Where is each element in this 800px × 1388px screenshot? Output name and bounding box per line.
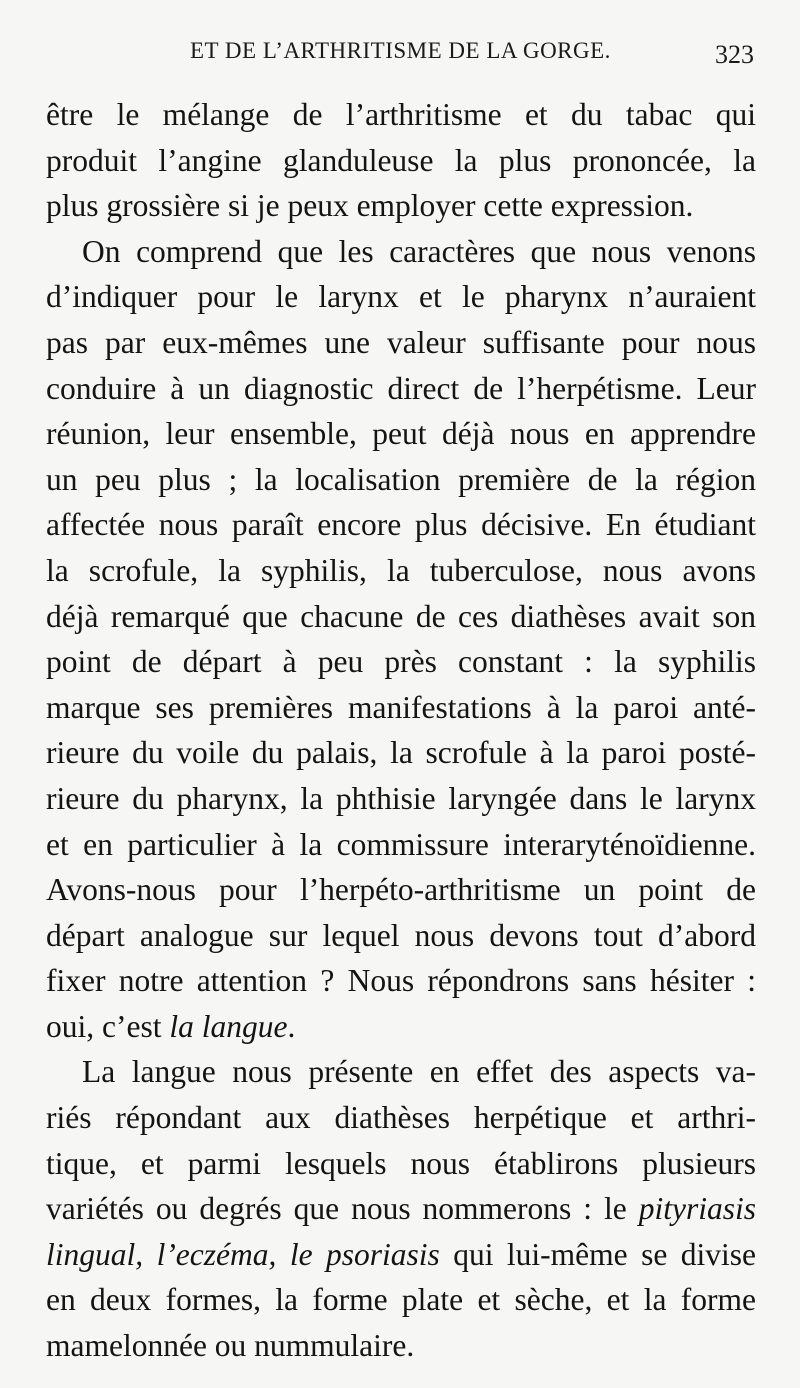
text-line: On comprend que les caractères que nous venons bbox=[82, 233, 756, 269]
text-line: pas par eux-mêmes une valeur suffisante pour nous bbox=[46, 324, 756, 360]
text-line: tique, et parmi lesquels nous établirons plusieurs bbox=[46, 1145, 756, 1181]
text-line: et en particulier à la commissure interaryténoïdienne. bbox=[46, 826, 756, 862]
text-line: un peu plus ; la localisation première de la région bbox=[46, 461, 756, 497]
text-line: réunion, leur ensemble, peut déjà nous en apprendre bbox=[46, 416, 756, 452]
text-line: conduire à un diagnostic direct de l’herpétisme. Leur bbox=[46, 370, 756, 406]
text-run: . bbox=[287, 1008, 296, 1044]
page-number: 323 bbox=[715, 40, 754, 69]
text-line: en deux formes, la forme plate et sèche, et la forme bbox=[46, 1282, 756, 1318]
italic-term: lingual, l’eczéma, le psoriasis bbox=[46, 1236, 440, 1272]
paragraph-2 bbox=[46, 229, 756, 1050]
paragraph-3 bbox=[46, 1049, 756, 1368]
text-line bbox=[46, 1004, 756, 1050]
text-line: rieure du voile du palais, la scrofule à la paroi posté- bbox=[46, 735, 756, 771]
text-line: rieure du pharynx, la phthisie laryngée dans le larynx bbox=[46, 780, 756, 816]
text-run: oui, c’est bbox=[46, 1008, 170, 1044]
text-line: point de départ à peu près constant : la syphilis bbox=[46, 644, 756, 680]
italic-term: pityriasis bbox=[638, 1191, 756, 1227]
text-line: plus grossière si je peux employer cette expression. bbox=[46, 188, 694, 224]
text-line: Avons-nous pour l’herpéto-arthritisme un point de bbox=[46, 872, 756, 908]
text-line: marque ses premières manifestations à la paroi anté- bbox=[46, 689, 756, 725]
text-line: produit l’angine glanduleuse la plus prononcée, la bbox=[46, 142, 756, 178]
text-line: fixer notre attention ? Nous répondrons sans hésiter : bbox=[46, 963, 756, 999]
text-line bbox=[46, 1232, 756, 1278]
text-run: qui lui-même se divise bbox=[439, 1236, 756, 1272]
text-line: riés répondant aux diathèses herpétique et arthri- bbox=[46, 1100, 756, 1136]
page-header bbox=[0, 38, 800, 78]
text-line: la scrofule, la syphilis, la tuberculose, nous avons bbox=[46, 552, 756, 588]
running-title: ET DE L’ARTHRITISME DE LA GORGE. bbox=[190, 38, 611, 63]
text-line: être le mélange de l’arthritisme et du tabac qui bbox=[46, 97, 756, 132]
text-line: départ analogue sur lequel nous devons tout d’abord bbox=[46, 917, 756, 953]
text-line bbox=[46, 1186, 756, 1232]
text-line: déjà remarqué que chacune de ces diathèses avait son bbox=[46, 598, 756, 634]
italic-term: la langue bbox=[169, 1008, 288, 1044]
body-text bbox=[46, 92, 756, 1369]
text-line: d’indiquer pour le larynx et le pharynx n’auraient bbox=[46, 279, 756, 315]
text-line: mamelonnée ou nummulaire. bbox=[46, 1328, 415, 1364]
text-line: La langue nous présente en effet des aspects va- bbox=[82, 1054, 756, 1090]
text-line: affectée nous paraît encore plus décisive. En étudiant bbox=[46, 507, 756, 543]
paragraph-1 bbox=[46, 92, 756, 229]
text-run: variétés ou degrés que nous nommerons : le bbox=[46, 1191, 639, 1227]
